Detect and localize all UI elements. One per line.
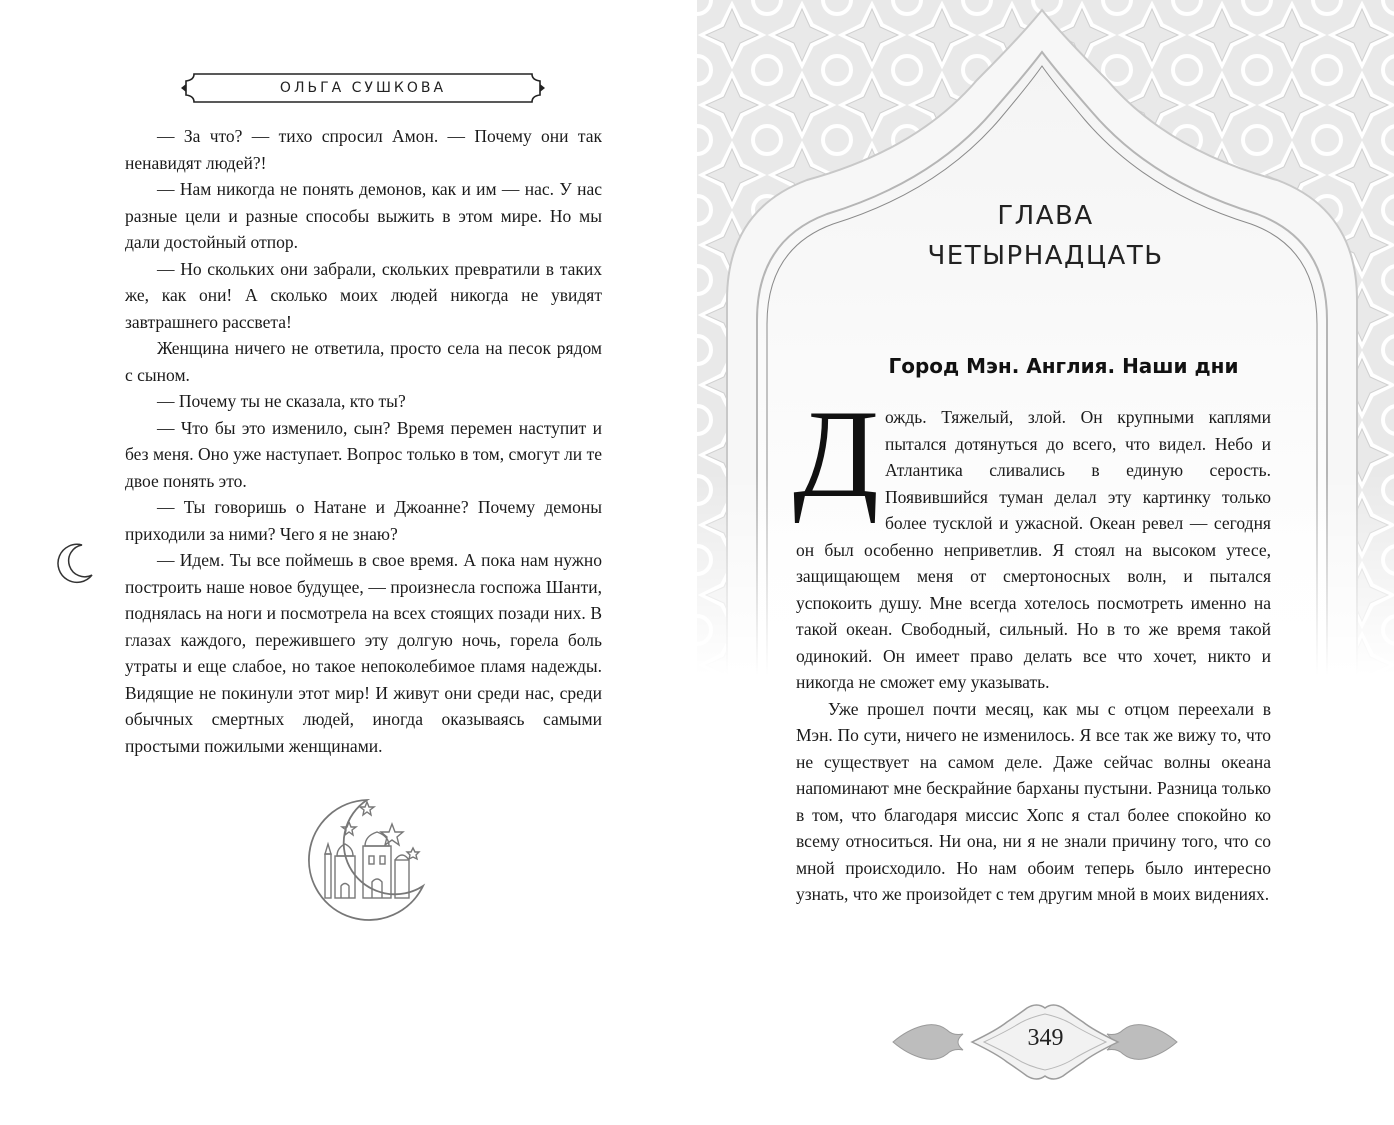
paragraph: — Что бы это изменило, сын? Время перемен наступит и без меня. Оно уже наступает. Вопрос только в том, смогут ли те двое понять это. xyxy=(125,417,602,491)
page-number: 349 xyxy=(1027,1025,1064,1051)
paragraph: — Нам никогда не понять демонов, как и им — нас. У нас разные цели и разные способы выжить в этом мире. Но мы дали достойный отпор. xyxy=(125,179,602,252)
paragraph: — Почему ты не сказала, кто ты? xyxy=(157,391,406,411)
chapter-title-line2: ЧЕТЫРНАДЦАТЬ xyxy=(927,241,1164,271)
paragraph: Женщина ничего не ответила, просто села на песок рядом с сыном. xyxy=(125,338,602,385)
chapter-title-line1: ГЛАВА xyxy=(997,201,1094,231)
paragraph: Уже прошел почти месяц, как мы с отцом переехали в Мэн. По сути, ничего не изменилось. Я все так же вижу то, что не существует на самом деле. Даже сейчас волны океана напоминают мне бескрайние барханы пустыни. Разница только в том, что благодаря миссис Хопс я стал более спокойно ко всему относиться. Ни она, ни я не знали причину того, что со мной происходило. Но нам обоим теперь было интересно узнать, что же произойдет с тем другим мной в моих видениях. xyxy=(796,698,1271,904)
paragraph: — Но скольких они забрали, скольких превратили в таких же, как они! А сколько моих людей никогда не увидят завтрашнего рассвета! xyxy=(125,258,602,332)
left-body-text xyxy=(125,123,602,759)
crescent-moon-icon xyxy=(56,542,96,586)
right-body-text xyxy=(793,385,1271,908)
paragraph: ождь. Тяжелый, злой. Он крупными каплями пытался дотянуться до всего, что видел. Небо и Атлантика сливались в единую серость. Появившийся туман делал эту картинку только более тусклой и ужасной. Океан ревел — сегодня он был особенно неприветлив. Я стоял на высоком утесе, защищающем меня от смертоносных волн, и пытался успокоить душу. Мне всегда хотелось посмотреть именно на такой океан. Свободный, сильный. Но в то же время такой одинокий. Он имеет право делать все что хочет, никто и никогда не сможет ему указывать. xyxy=(796,407,1271,692)
chapter-title xyxy=(697,196,1394,276)
author-name: ОЛЬГА СУШКОВА xyxy=(279,80,447,96)
paragraph: — Ты говоришь о Натане и Джоанне? Почему демоны приходили за ними? Чего я не знаю? xyxy=(125,497,602,544)
chapter-subtitle: Город Мэн. Англия. Наши дни xyxy=(888,354,1239,378)
crescent-mosque-emblem-icon xyxy=(297,796,427,922)
right-page xyxy=(697,0,1394,1125)
paragraph: — За что? — тихо спросил Амон. — Почему они так ненавидят людей?! xyxy=(125,126,602,173)
drop-cap: Д xyxy=(793,385,879,524)
running-header xyxy=(180,72,546,104)
paragraph: — Идем. Ты все поймешь в свое время. А пока нам нужно построить наше новое будущее, — произнесла госпожа Шанти, поднялась на ноги и посмотрела на всех стоящих позади них. В глазах каждого, пережившего эту долгую ночь, горела боль утраты и еще слабое, но такое непоколебимое пламя надежды. Видящие не покинули этот мир! И живут они среди нас, среди обычных смертных людей, иногда оказываясь самыми простыми пожилыми женщинами. xyxy=(125,550,602,756)
